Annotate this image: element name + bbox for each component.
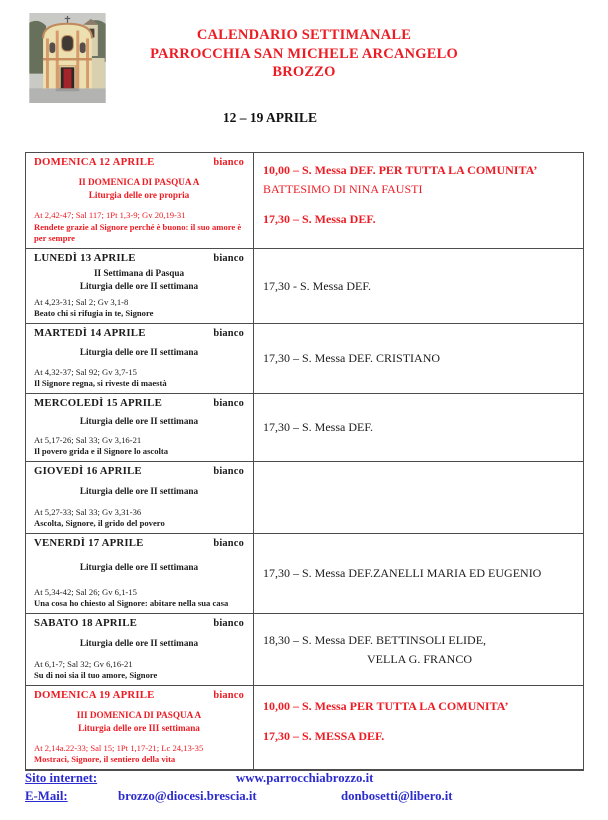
liturgical-color-label: bianco <box>213 328 244 339</box>
calendar-row <box>26 153 583 248</box>
subtitle-line: II Settimana di Pasqua <box>93 268 185 279</box>
readings-reference: At 2,42-47; Sal 117; 1Pt 1,3-9; Gv 20,19-31 <box>34 210 186 221</box>
events-cell <box>254 249 583 323</box>
day-info-cell <box>26 324 254 393</box>
readings-block <box>34 435 244 457</box>
liturgical-color-label: bianco <box>213 398 244 409</box>
calendar-row <box>26 393 583 461</box>
events-cell <box>254 324 583 393</box>
day-label: MERCOLEDÌ 15 APRILE <box>34 397 162 409</box>
events-cell <box>254 462 583 533</box>
psalm-response: Il povero grida e il Signore lo ascolta <box>34 445 169 456</box>
site-url-link[interactable]: www.parrocchiabrozzo.it <box>236 771 374 785</box>
readings-block <box>34 507 244 529</box>
psalm-response: Beato chi si rifugia in te, Signore <box>34 307 154 318</box>
day-label: DOMENICA 12 APRILE <box>34 156 155 168</box>
readings-block <box>34 659 244 681</box>
day-label: LUNEDÌ 13 APRILE <box>34 252 136 264</box>
mass-event: 18,30 – S. Messa DEF. BETTINSOLI ELIDE, <box>263 632 487 647</box>
events-cell <box>254 153 583 248</box>
calendar-row <box>26 323 583 393</box>
subtitle-line: Liturgia delle ore II settimana <box>79 281 199 292</box>
readings-reference: At 4,32-37; Sal 92; Gv 3,7-15 <box>34 366 137 377</box>
day-header <box>34 156 244 168</box>
liturgy-subtitle <box>34 415 244 428</box>
subtitle-line: Liturgia delle ore II settimana <box>79 486 199 497</box>
mass-event: 17,30 – S. Messa DEF. CRISTIANO <box>263 351 441 365</box>
mass-event: 10,00 – S. Messa DEF. PER TUTTA LA COMUNITA’ <box>263 163 538 177</box>
psalm-response: Mostraci, Signore, il sentiero della vita <box>34 753 176 764</box>
readings-reference: At 2,14a.22-33; Sal 15; 1Pt 1,17-21; Lc 24,13-35 <box>34 742 204 753</box>
email-secondary-link[interactable]: donbosetti@libero.it <box>341 789 453 803</box>
footer <box>0 771 608 811</box>
mass-event: 17,30 – S. Messa DEF. <box>263 212 376 226</box>
title-line-1: CALENDARIO SETTIMANALE <box>196 27 412 43</box>
mass-event: 10,00 – S. Messa PER TUTTA LA COMUNITA’ <box>263 699 509 713</box>
readings-reference: At 5,34-42; Sal 26; Gv 6,1-15 <box>34 586 137 597</box>
day-info-cell <box>26 534 254 613</box>
mass-event: 17,30 – S. MESSA DEF. <box>263 729 385 743</box>
readings-reference: At 5,17-26; Sal 33; Gv 3,16-21 <box>34 434 142 445</box>
readings-reference: At 4,23-31; Sal 2; Gv 3,1-8 <box>34 296 129 307</box>
psalm-response: Ascolta, Signore, il grido del povero <box>34 517 165 528</box>
subtitle-line: Liturgia delle ore II settimana <box>79 347 199 358</box>
liturgy-subtitle <box>34 485 244 498</box>
day-info-cell <box>26 614 254 685</box>
subtitle-line: Liturgia delle ore III settimana <box>78 722 200 733</box>
readings-reference: At 5,27-33; Sal 33; Gv 3,31-36 <box>34 506 142 517</box>
readings-block <box>34 210 244 244</box>
page-title <box>0 26 608 82</box>
mass-event: 17,30 – S. Messa DEF.ZANELLI MARIA ED EUGENIO <box>263 566 542 580</box>
calendar-table <box>25 152 584 771</box>
psalm-response: Il Signore regna, si riveste di maestà <box>34 377 167 388</box>
liturgical-color-label: bianco <box>213 157 244 168</box>
liturgical-color-label: bianco <box>213 690 244 701</box>
calendar-row <box>26 613 583 685</box>
liturgy-subtitle <box>34 561 244 574</box>
title-line-3: BROZZO <box>272 64 336 80</box>
day-label: DOMENICA 19 APRILE <box>34 689 155 701</box>
liturgy-subtitle <box>34 709 244 735</box>
liturgical-color-label: bianco <box>213 466 244 477</box>
subtitle-line: Liturgia delle ore II settimana <box>79 638 199 649</box>
day-label: MARTEDÌ 14 APRILE <box>34 327 146 339</box>
psalm-response: Rendete grazie al Signore perché è buono: il suo amore è per sempre <box>34 221 242 243</box>
readings-block <box>34 367 244 389</box>
subtitle-line: III DOMENICA DI PASQUA A <box>76 709 202 720</box>
day-header <box>34 465 244 477</box>
email-label: E-Mail: <box>25 789 68 803</box>
day-label: VENERDÌ 17 APRILE <box>34 537 144 549</box>
events-cell <box>254 614 583 685</box>
liturgy-subtitle <box>34 346 244 359</box>
readings-reference: At 6,1-7; Sal 32; Gv 6,16-21 <box>34 658 133 669</box>
day-info-cell <box>26 462 254 533</box>
psalm-response: Una cosa ho chiesto al Signore: abitare nella sua casa <box>34 597 229 608</box>
email-primary-link[interactable]: brozzo@diocesi.brescia.it <box>118 789 257 803</box>
title-line-2: PARROCCHIA SAN MICHELE ARCANGELO <box>150 45 458 62</box>
mass-event: 17,30 - S. Messa DEF. <box>263 278 372 293</box>
week-range: 12 – 19 APRILE <box>222 110 318 125</box>
liturgical-color-label: bianco <box>213 538 244 549</box>
subtitle-line: Liturgia delle ore II settimana <box>79 416 199 427</box>
mass-event: 17,30 – S. Messa DEF. <box>263 420 374 434</box>
day-header <box>34 689 244 701</box>
liturgy-subtitle <box>34 176 244 202</box>
mass-event: BATTESIMO DI NINA FAUSTI <box>263 182 423 196</box>
liturgy-subtitle <box>34 637 244 650</box>
day-header <box>34 327 244 339</box>
events-cell <box>254 394 583 461</box>
day-header <box>34 252 244 264</box>
day-info-cell <box>26 153 254 248</box>
subtitle-line: Liturgia delle ore propria <box>88 190 190 201</box>
day-info-cell <box>26 394 254 461</box>
mass-event: VELLA G. FRANCO <box>367 651 473 666</box>
day-info-cell <box>26 249 254 323</box>
subtitle-line: II DOMENICA DI PASQUA A <box>78 177 200 188</box>
psalm-response: Su di noi sia il tuo amore, Signore <box>34 669 158 680</box>
calendar-row <box>26 248 583 323</box>
subtitle-line: Liturgia delle ore II settimana <box>79 562 199 573</box>
day-header <box>34 537 244 549</box>
day-label: GIOVEDÌ 16 APRILE <box>34 465 142 477</box>
calendar-row <box>26 685 583 769</box>
day-info-cell <box>26 686 254 769</box>
day-header <box>34 397 244 409</box>
calendar-row <box>26 533 583 613</box>
liturgical-color-label: bianco <box>213 618 244 629</box>
site-internet-label: Sito internet: <box>25 771 98 785</box>
events-cell <box>254 686 583 769</box>
calendar-row <box>26 461 583 533</box>
day-header <box>34 617 244 629</box>
readings-block <box>34 297 244 319</box>
readings-block <box>34 743 244 765</box>
events-cell <box>254 534 583 613</box>
liturgical-color-label: bianco <box>213 253 244 264</box>
readings-block <box>34 587 244 609</box>
day-label: SABATO 18 APRILE <box>34 617 137 629</box>
liturgy-subtitle <box>34 267 244 293</box>
